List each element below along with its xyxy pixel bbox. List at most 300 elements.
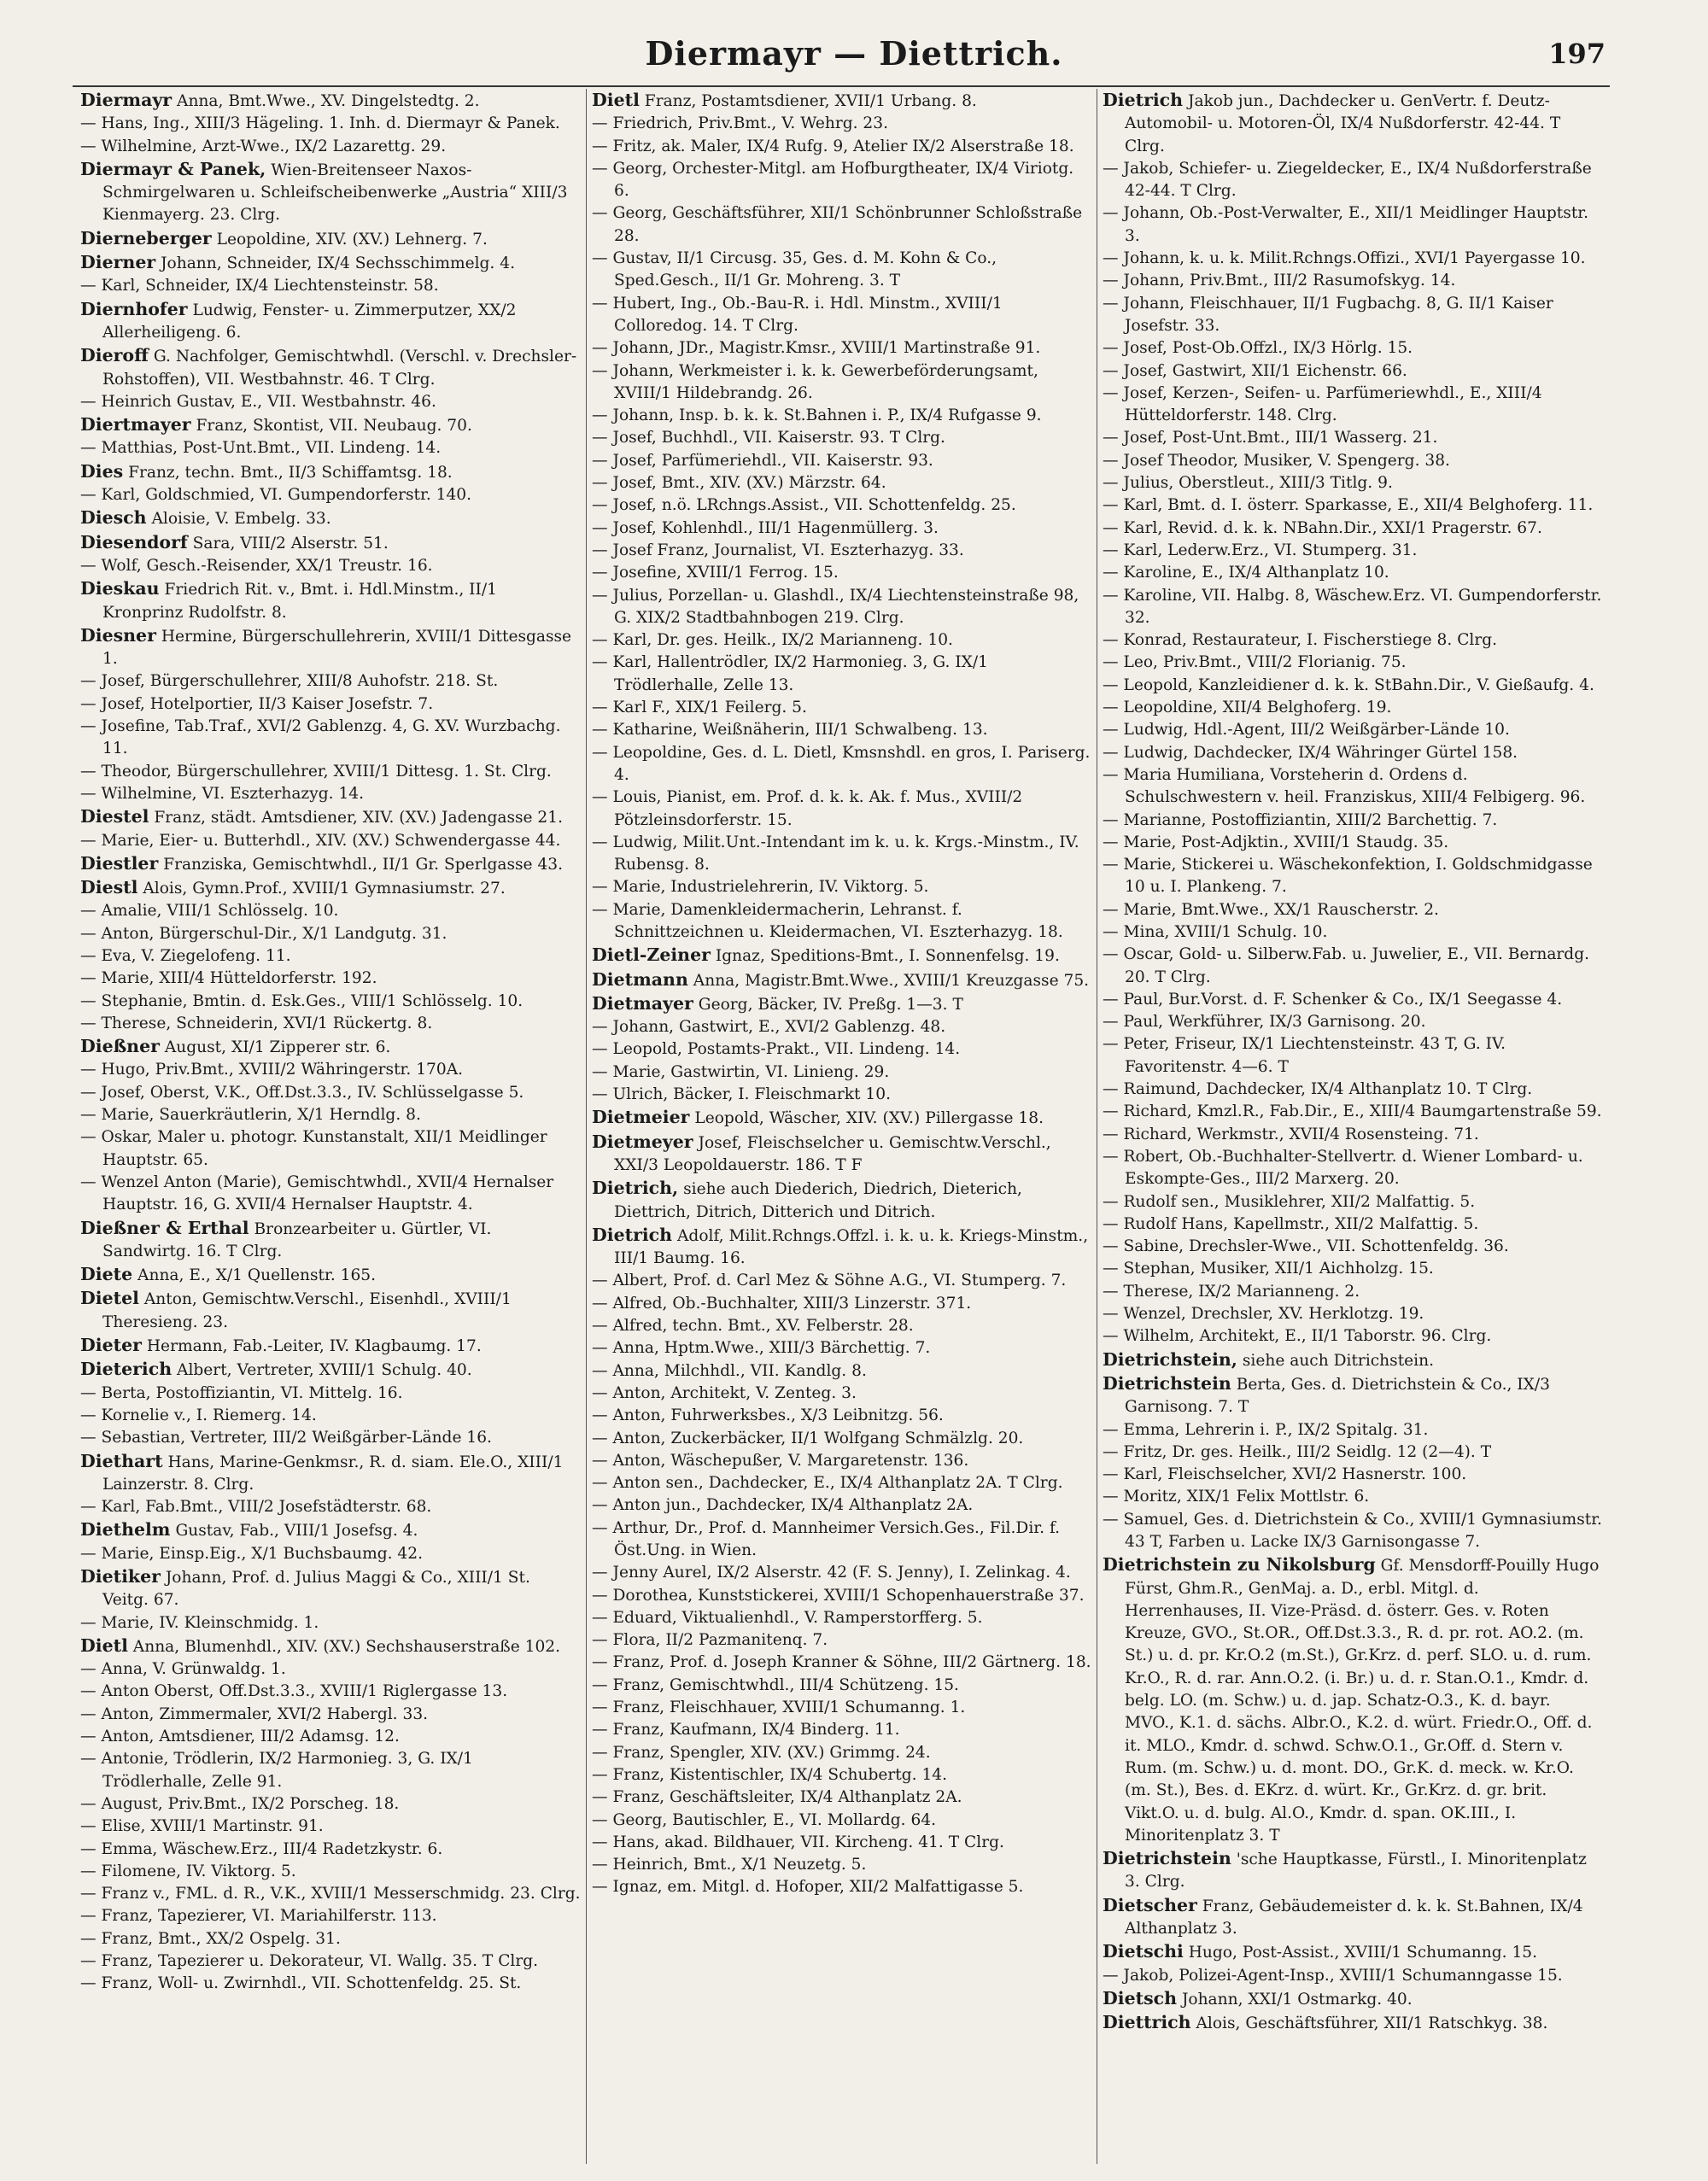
entry-surname: Dierner <box>80 252 156 273</box>
entry-surname: Diesch <box>80 507 147 529</box>
directory-entry <box>1103 675 1602 697</box>
entry-text: — Josef, Bürgerschullehrer, XIII/8 Auhofstr. 218. St. <box>80 672 499 691</box>
directory-entry <box>80 437 581 459</box>
directory-entry <box>1103 944 1602 989</box>
directory-entry <box>592 337 1091 360</box>
entry-surname: Dietrich <box>592 1224 673 1245</box>
entry-text: Gustav, Fab., VIII/1 Josefsg. 4. <box>175 1522 418 1541</box>
entry-surname: Dietrichstein, <box>1103 1348 1237 1370</box>
directory-entry <box>1103 1372 1602 1419</box>
directory-entry <box>80 1905 581 1927</box>
directory-entry <box>592 1719 1091 1741</box>
directory-entry <box>80 1126 581 1172</box>
directory-entry <box>1103 1419 1602 1441</box>
entry-text: — Sabine, Drechsler-Wwe., VII. Schottenfeldg. 36. <box>1103 1237 1509 1256</box>
directory-entry <box>80 1543 581 1565</box>
entry-text: — Franz, Kaufmann, IX/4 Binderg. 11. <box>592 1721 900 1740</box>
entry-text: — Rudolf sen., Musiklehrer, XII/2 Malfattig. 5. <box>1103 1192 1476 1211</box>
entry-text: — Josefine, Tab.Traf., XVI/2 Gablenzg. 4, G. XV. Wurzbachg. 11. <box>80 717 561 758</box>
directory-entry <box>592 719 1091 741</box>
directory-entry <box>80 413 581 437</box>
entry-surname: Diernhofer <box>80 298 188 319</box>
directory-entry <box>592 1038 1091 1061</box>
entry-text: — Franz, Bmt., XX/2 Ospelg. 31. <box>80 1929 341 1948</box>
directory-entry <box>1103 719 1602 741</box>
directory-entry <box>80 1748 581 1793</box>
entry-text: — Leopoldine, Ges. d. L. Dietl, Kmsnshdl. en gros, I. Pariserg. 4. <box>592 743 1091 784</box>
entry-text: — Josef, Kerzen-, Seifen- u. Parfümeriewhdl., E., XIII/4 Hütteldorferstr. 148. Clrg. <box>1103 383 1542 425</box>
directory-entry <box>1103 494 1602 517</box>
directory-entry <box>592 1405 1091 1427</box>
entry-text: — Anton Oberst, Off.Dst.3.3., XVIII/1 Riglergasse 13. <box>80 1682 508 1701</box>
directory-entry <box>80 344 581 391</box>
entry-text: Ignaz, Speditions-Bmt., I. Sonnenfelsg. 19. <box>715 947 1060 966</box>
entry-text: — Richard, Kmzl.R., Fab.Dir., E., XIII/4 Baumgartenstraße 59. <box>1103 1102 1602 1121</box>
directory-entry <box>592 1106 1091 1130</box>
entry-surname: Dietmeier <box>592 1107 690 1128</box>
entry-text: — Rudolf Hans, Kapellmstr., XII/2 Malfattig. 5. <box>1103 1214 1479 1233</box>
directory-entry <box>592 1562 1091 1584</box>
directory-entry <box>1103 1033 1602 1079</box>
directory-entry <box>80 830 581 852</box>
entry-text: — Johann, JDr., Magistr.Kmsr., XVIII/1 Martinstraße 91. <box>592 339 1041 358</box>
entry-text: — Karl, Schneider, IX/4 Liechtensteinstr. 58. <box>80 277 439 295</box>
entry-text: — Josef Franz, Journalist, VI. Eszterhazyg. 33. <box>592 541 964 559</box>
directory-entry <box>1103 1965 1602 1987</box>
directory-entry <box>592 472 1091 494</box>
directory-entry <box>592 1450 1091 1472</box>
directory-entry <box>1103 742 1602 764</box>
entry-text: — Josefine, XVIII/1 Ferrog. 15. <box>592 564 839 582</box>
entry-text: — Marie, Damenkleidermacherin, Lehranst. f. Schnittzeichnen u. Kleidermachen, VI. Eszterhazyg. 18. <box>592 900 1063 941</box>
directory-entry <box>1103 1146 1602 1191</box>
entry-surname: Dietrichstein zu Nikolsburg <box>1103 1554 1376 1576</box>
directory-entry <box>1103 1847 1602 1894</box>
entry-text: Sara, VIII/2 Alserstr. 51. <box>192 534 389 553</box>
entry-text: — Robert, Ob.-Buchhalter-Stellvertr. d. Wiener Lombard- u. Eskompte-Ges., III/2 Marxerg. 20. <box>1103 1147 1583 1189</box>
entry-text: — Karl, Fab.Bmt., VIII/2 Josefstädterstr. 68. <box>80 1498 432 1517</box>
entry-text: — Oskar, Maler u. photogr. Kunstanstalt, XII/1 Meidlinger Hauptstr. 65. <box>80 1128 547 1169</box>
entry-text: — Hugo, Priv.Bmt., XVIII/2 Währingerstr. 170A. <box>80 1061 464 1079</box>
entry-text: — Hans, akad. Bildhauer, VII. Kircheng. 41. T Clrg. <box>592 1833 1004 1851</box>
entry-text: — Ignaz, em. Mitgl. d. Hofoper, XII/2 Malfattigasse 5. <box>592 1878 1024 1897</box>
entry-surname: Dietl-Zeiner <box>592 944 711 966</box>
entry-surname: Dietrich <box>1103 90 1184 110</box>
entry-text: Hans, Marine-Genkmsr., R. d. siam. Ele.O., XIII/1 Lainzerstr. 8. Clrg. <box>102 1453 564 1494</box>
entry-text: — Josef, Parfümeriehdl., VII. Kaiserstr. 93. <box>592 451 933 470</box>
entry-text: Gf. Mensdorff-Pouilly Hugo Fürst, Ghm.R., GenMaj. a. D., erbl. Mitgl. d. Herrenhauses, II. Vize-Präsd. d. österr. Ges. v. Roten Kreuze, GVO., St.OR., Off.Dst.3.3., R. d. pr. rot. AO.2. (m. St.) u. d. pr. Kr.O.2 (m.St.), Gr.Krz. d. perf. SLO. u. d. rum. Kr.O., R. d. rar. Ann.O.2. (i. Br.) u. d. r. Stan.O.1., Kmdr. d. belg. LO. (m. Schw.) u. d. jap. Schatz-O.3., K. d. bayr. MVO., K.1. d. sächs. Albr.O., K.2. d. würt. Friedr.O., Off. d. it. MLO., Kmdr. d. schwd. Schw.O.1., Gr.Off. d. Stern v. Rum. (m. Schw.) u. d. mont. DO., Gr.K. d. meck. w. Kr.O. (m. St.), Bes. d. EKrz. d. würt. Kr., Gr.Krz. d. gr. brit. Vikt.O. u. d. bulg. Al.O., Kmdr. d. span. OK.III., I. Minoritenplatz 3. T <box>1125 1557 1600 1845</box>
entry-text: — Karl, Revid. d. k. k. NBahn.Dir., XXI/1 Pragerstr. 67. <box>1103 518 1542 537</box>
directory-entry <box>80 1726 581 1748</box>
entry-surname: Dieterich <box>80 1359 173 1380</box>
entry-text: 'sche Hauptkasse, Fürstl., I. Minoritenplatz 3. Clrg. <box>1125 1851 1587 1892</box>
entry-text: — Katharine, Weißnäherin, III/1 Schwalbeng. 13. <box>592 721 988 740</box>
directory-entry <box>80 945 581 968</box>
entry-text: — Franz, Prof. d. Joseph Kranner & Söhne, III/2 Gärtnerg. 18. <box>592 1653 1091 1672</box>
directory-entry <box>592 652 1091 697</box>
directory-entry <box>80 1287 581 1334</box>
entry-text: — Amalie, VIII/1 Schlösselg. 10. <box>80 902 339 921</box>
directory-entry <box>80 1496 581 1518</box>
entry-text: — Eduard, Viktualienhdl., V. Ramperstorfferg. 5. <box>592 1608 983 1627</box>
entry-text: Anton, Gemischtw.Verschl., Eisenhdl., XVIII/1 Theresieng. 23. <box>102 1290 512 1331</box>
directory-entry <box>592 562 1091 584</box>
entry-surname: Dietl <box>592 90 640 110</box>
entry-text: G. Nachfolger, Gemischtwhdl. (Verschl. v. Drechsler-Rohstoffen), VII. Westbahnstr. 46. T Clrg. <box>102 348 577 389</box>
entry-text: — Hubert, Ing., Ob.-Bau-R. i. Hdl. Minstm., XVIII/1 Colloredog. 14. T Clrg. <box>592 294 1003 335</box>
entry-text: — Johann, Ob.-Post-Verwalter, E., XII/1 Meidlinger Hauptstr. 3. <box>1103 204 1589 245</box>
directory-entry <box>1103 562 1602 584</box>
entry-text: — Paul, Werkführer, IX/3 Garnisong. 20. <box>1103 1013 1426 1032</box>
directory-entry <box>80 1839 581 1861</box>
entry-text: Anna, Magistr.Bmt.Wwe., XVIII/1 Kreuzgasse 75. <box>693 971 1090 990</box>
directory-entry <box>1103 1464 1602 1486</box>
directory-entry <box>1103 652 1602 674</box>
directory-entry <box>592 158 1091 203</box>
entry-surname: Diethart <box>80 1450 163 1471</box>
entry-text: — Emma, Lehrerin i. P., IX/2 Spitalg. 31. <box>1103 1420 1429 1439</box>
directory-entry <box>1103 517 1602 540</box>
directory-entry <box>80 693 581 716</box>
entry-text: Bronzearbeiter u. Gürtler, VI. Sandwirtg. 16. T Clrg. <box>102 1219 492 1260</box>
entry-text: — Raimund, Dachdecker, IX/4 Althanplatz 10. T Clrg. <box>1103 1080 1533 1099</box>
directory-entry <box>80 158 581 227</box>
directory-entry <box>80 670 581 693</box>
entry-text: — Franz, Woll- u. Zwirnhdl., VII. Schottenfeldg. 25. St. <box>80 1974 522 1993</box>
entry-text: — Leopold, Postamts-Prakt., VII. Lindeng. 14. <box>592 1040 961 1059</box>
directory-entry <box>80 783 581 805</box>
entry-text: — Dorothea, Kunststickerei, XVIII/1 Schopenhauerstraße 37. <box>592 1586 1085 1605</box>
entry-surname: Diesner <box>80 624 156 646</box>
directory-entry <box>80 1383 581 1405</box>
directory-entry <box>1103 1553 1602 1847</box>
directory-entry <box>80 1427 581 1449</box>
directory-entry <box>1103 921 1602 944</box>
directory-entry <box>1103 832 1602 854</box>
directory-entry <box>592 89 1091 113</box>
entry-text: — Wenzel, Drechsler, XV. Herklotzg. 19. <box>1103 1305 1424 1324</box>
entry-text: Franz, städt. Amtsdiener, XIV. (XV.) Jadengasse 21. <box>154 809 564 827</box>
entry-text: — Josef, Post-Ob.Offzl., IX/3 Hörlg. 15. <box>1103 339 1413 358</box>
directory-entry <box>80 624 581 671</box>
directory-entry <box>1103 1325 1602 1348</box>
entry-text: — Gustav, II/1 Circusg. 35, Ges. d. M. Kohn & Co., Sped.Gesch., II/1 Gr. Mohreng. 3. T <box>592 249 997 290</box>
directory-entry <box>1103 337 1602 360</box>
directory-entry <box>80 577 581 624</box>
entry-text: — Karl, Dr. ges. Heilk., IX/2 Marianneng. 10. <box>592 631 953 650</box>
directory-entry <box>80 1450 581 1497</box>
directory-entry <box>80 1612 581 1634</box>
directory-entry <box>592 786 1091 832</box>
entry-text: Franz, techn. Bmt., II/3 Schiffamtsg. 18. <box>128 463 453 482</box>
entry-text: siehe auch Diederich, Diedrich, Dieterich, Diettrich, Ditrich, Ditterich und Ditrich. <box>614 1180 1022 1221</box>
entry-text: Georg, Bäcker, IV. Preßg. 1—3. T <box>698 995 963 1014</box>
entry-text: — Matthias, Post-Unt.Bmt., VII. Lindeng. 14. <box>80 439 442 458</box>
entry-text: — Anton, Zimmermaler, XVI/2 Habergl. 33. <box>80 1704 429 1723</box>
directory-entry <box>1103 1486 1602 1508</box>
directory-entry <box>1103 360 1602 383</box>
entry-text: — Marie, Post-Adjktin., XVIII/1 Staudg. 35. <box>1103 833 1449 851</box>
directory-entry <box>1103 270 1602 292</box>
directory-entry <box>80 716 581 761</box>
entry-text: Aloisie, V. Embelg. 33. <box>151 510 331 529</box>
entry-text: — Stephan, Musiker, XII/1 Aichholzg. 15. <box>1103 1260 1434 1278</box>
entry-text: Johann, Prof. d. Julius Maggi & Co., XIII/1 St. Veitg. 67. <box>102 1569 530 1610</box>
directory-entry <box>592 742 1091 787</box>
directory-entry <box>80 531 581 555</box>
directory-entry <box>592 876 1091 898</box>
directory-entry <box>80 923 581 945</box>
entry-text: — Leopoldine, XII/4 Belghoferg. 19. <box>1103 699 1392 717</box>
entry-surname: Dietmayer <box>592 992 693 1014</box>
entry-text: — Marianne, Postoffiziantin, XIII/2 Barchettig. 7. <box>1103 810 1498 829</box>
entry-text: Anna, Bmt.Wwe., XV. Dingelstedtg. 2. <box>177 92 480 110</box>
entry-text: — Anna, Hptm.Wwe., XIII/3 Bärchettig. 7. <box>592 1339 931 1358</box>
entry-surname: Diete <box>80 1264 133 1285</box>
entry-text: — Berta, Postoffiziantin, VI. Mittelg. 16. <box>80 1383 403 1402</box>
directory-entry <box>592 1472 1091 1494</box>
directory-entry <box>1103 472 1602 494</box>
entry-text: — Oscar, Gold- u. Silberw.Fab. u. Juwelier, E., VII. Bernardg. 20. T Clrg. <box>1103 945 1590 986</box>
entry-text: — Johann, Werkmeister i. k. k. Gewerbeförderungsamt, XVIII/1 Hildebrandg. 26. <box>592 361 1038 402</box>
entry-text: — Karl, Bmt. d. I. österr. Sparkasse, E., XII/4 Belghoferg. 11. <box>1103 496 1594 515</box>
header-rule <box>73 85 1610 87</box>
directory-entry <box>1103 1441 1602 1464</box>
directory-entry <box>592 1652 1091 1674</box>
directory-entry <box>1103 1348 1602 1372</box>
directory-entry <box>592 992 1091 1016</box>
entry-text: — Josef, Hotelportier, II/3 Kaiser Josefstr. 7. <box>80 694 434 713</box>
entry-text: — Hans, Ing., XIII/3 Hägeling. 1. Inh. d. Diermayr & Panek. <box>80 114 560 133</box>
directory-entry <box>592 1607 1091 1629</box>
directory-entry <box>1103 427 1602 449</box>
directory-entry <box>1103 1101 1602 1123</box>
directory-entry <box>80 1928 581 1950</box>
entry-text: — Georg, Geschäftsführer, XII/1 Schönbrunner Schloßstraße 28. <box>592 204 1083 245</box>
entry-surname: Dieroff <box>80 345 149 366</box>
entry-text: — Moritz, XIX/1 Felix Mottlstr. 6. <box>1103 1488 1370 1506</box>
entry-text: — Fritz, Dr. ges. Heilk., III/2 Seidlg. 12 (2—4). T <box>1103 1442 1492 1461</box>
entry-surname: Dietel <box>80 1288 139 1309</box>
entry-surname: Diestler <box>80 852 159 874</box>
entry-text: — Anton, Fuhrwerksbes., X/3 Leibnitzg. 56. <box>592 1406 944 1425</box>
entry-text: — Samuel, Ges. d. Dietrichstein & Co., XVIII/1 Gymnasiumstr. 43 T, Farben u. Lacke IX/3 Garnisongasse 7. <box>1103 1510 1602 1551</box>
entry-text: — Johann, Priv.Bmt., III/2 Rasumofskyg. 14. <box>1103 272 1456 290</box>
directory-entry <box>592 1315 1091 1337</box>
entry-text: — Konrad, Restaurateur, I. Fischerstiege 8. Clrg. <box>1103 631 1498 650</box>
entry-text: — Therese, IX/2 Marianneng. 2. <box>1103 1282 1360 1301</box>
directory-entry <box>80 1334 581 1358</box>
directory-entry <box>592 1360 1091 1383</box>
directory-entry <box>592 1876 1091 1898</box>
entry-text: Josef, Fleischselcher u. Gemischtw.Verschl., XXI/3 Leopoldauerstr. 186. T F <box>614 1133 1051 1174</box>
entry-surname: Dießner <box>80 1036 160 1057</box>
directory-entry <box>592 1016 1091 1038</box>
directory-entry <box>1103 1509 1602 1554</box>
entry-text: — Marie, Eier- u. Butterhdl., XIV. (XV.) Schwendergasse 44. <box>80 831 561 850</box>
directory-entry <box>592 1061 1091 1084</box>
entry-text: — Anton, Amtsdiener, III/2 Adamsg. 12. <box>80 1728 400 1746</box>
entry-text: — Leopold, Kanzleidiener d. k. k. StBahn.Dir., V. Gießaufg. 4. <box>1103 675 1594 694</box>
directory-entry <box>1103 899 1602 921</box>
entry-text: Alois, Geschäftsführer, XII/1 Ratschkyg. 38. <box>1196 2014 1548 2033</box>
entry-text: — Julius, Porzellan- u. Glashdl., IX/4 Liechtensteinstraße 98, G. XIX/2 Stadtbahnbogen 219. Clrg. <box>592 586 1079 627</box>
entry-text: Franziska, Gemischtwhdl., II/1 Gr. Sperlgasse 43. <box>163 855 564 874</box>
entry-text: — Therese, Schneiderin, XVI/1 Rückertg. 8. <box>80 1014 433 1032</box>
entry-text: Johann, Schneider, IX/4 Sechsschimmelg. 4. <box>161 254 515 273</box>
entry-text: — Richard, Werkmstr., XVII/4 Rosensteing. 71. <box>1103 1125 1479 1143</box>
entry-text: Franz, Gebäudemeister d. k. k. St.Bahnen, IX/4 Althanplatz 3. <box>1125 1897 1583 1938</box>
entry-text: — Marie, Industrielehrerin, IV. Viktorg. 5. <box>592 878 929 897</box>
entry-text: — Johann, Insp. b. k. k. St.Bahnen i. P., IX/4 Rufgasse 9. <box>592 406 1042 425</box>
entry-text: — Karoline, E., IX/4 Althanplatz 10. <box>1103 564 1389 582</box>
directory-entry <box>1103 293 1602 338</box>
directory-entry <box>80 761 581 783</box>
entry-surname: Dietsch <box>1103 1987 1178 2009</box>
directory-entry <box>592 136 1091 158</box>
entry-text: — Franz, Spengler, XIV. (XV.) Grimmg. 24. <box>592 1743 931 1762</box>
entry-text: — Johann, k. u. k. Milit.Rchngs.Offizi., XVI/1 Payergasse 10. <box>1103 249 1586 268</box>
directory-entry <box>80 1634 581 1658</box>
entry-text: — Marie, IV. Kleinschmidg. 1. <box>80 1613 319 1632</box>
entry-surname: Dietmann <box>592 968 688 990</box>
entry-text: — Franz, Tapezierer u. Dekorateur, VI. Wallg. 35. T Clrg. <box>80 1952 539 1971</box>
directory-entry <box>592 540 1091 562</box>
directory-entry <box>592 494 1091 517</box>
directory-entry <box>80 89 581 113</box>
entry-text: — Ludwig, Milit.Unt.-Intendant im k. u. k. Krgs.-Minstm., IV. Rubensg. 8. <box>592 833 1079 874</box>
entry-text: — Marie, Bmt.Wwe., XX/1 Rauscherstr. 2. <box>1103 900 1439 919</box>
entry-text: — Filomene, IV. Viktorg. 5. <box>80 1862 296 1880</box>
entry-text: — Georg, Bautischler, E., VI. Mollardg. 64. <box>592 1810 937 1829</box>
directory-entry <box>80 298 581 345</box>
directory-entry <box>80 1950 581 1973</box>
directory-entry <box>592 1177 1091 1224</box>
entry-text: — Anton sen., Dachdecker, E., IX/4 Althanplatz 2A. T Clrg. <box>592 1474 1063 1493</box>
entry-text: — Franz, Gemischtwhdl., III/4 Schützeng. 15. <box>592 1675 959 1694</box>
entry-text: — Wilhelm, Architekt, E., II/1 Taborstr. 96. Clrg. <box>1103 1327 1492 1346</box>
directory-entry <box>1103 1079 1602 1101</box>
entry-text: — Ludwig, Hdl.-Agent, III/2 Weißgärber-Lände 10. <box>1103 721 1510 740</box>
entry-text: Wien-Breitenseer Naxos-Schmirgelwaren u. Schleifscheibenwerke „Austria“ XIII/3 Kienmayerg. 23. Clrg. <box>102 161 568 225</box>
directory-entry <box>592 293 1091 338</box>
entry-surname: Diermayr & Panek, <box>80 158 266 179</box>
entry-text: — Ulrich, Bäcker, I. Fleischmarkt 10. <box>592 1085 891 1104</box>
running-title: Diermayr — Diettrich. <box>645 34 1063 73</box>
entry-text: Hermine, Bürgerschullehrerin, XVIII/1 Dittesgasse 1. <box>102 627 572 669</box>
directory-entry <box>592 1764 1091 1786</box>
entry-surname: Dießner & Erthal <box>80 1217 249 1238</box>
directory-entry <box>592 1629 1091 1652</box>
entry-text: — Anton, Wäschepußer, V. Margaretenstr. 136. <box>592 1451 969 1470</box>
directory-entry <box>592 360 1091 406</box>
directory-entry <box>592 113 1091 135</box>
directory-entry <box>1103 1213 1602 1236</box>
directory-entry <box>592 968 1091 992</box>
entry-text: — Kornelie v., I. Riemerg. 14. <box>80 1406 317 1424</box>
entry-text: — Josef Theodor, Musiker, V. Spengerg. 38. <box>1103 451 1450 470</box>
entry-surname: Dietrich, <box>592 1178 679 1199</box>
entry-text: — Franz, Tapezierer, VI. Mariahilferstr. 113. <box>80 1907 437 1926</box>
entry-text: — Sebastian, Vertreter, III/2 Weißgärber-Lände 16. <box>80 1429 492 1447</box>
entry-text: — Leo, Priv.Bmt., VIII/2 Florianig. 75. <box>1103 653 1407 672</box>
directory-entry <box>80 506 581 530</box>
entry-text: — Anton, Zuckerbäcker, II/1 Wolfgang Schmälzlg. 20. <box>592 1429 1024 1447</box>
entry-text: — Franz, Kistentischler, IX/4 Schubertg. 14. <box>592 1765 948 1784</box>
directory-entry <box>1103 1894 1602 1941</box>
page-number: 197 <box>1548 38 1606 70</box>
entry-text: Franz, Postamtsdiener, XVII/1 Urbang. 8. <box>644 92 977 110</box>
directory-entry <box>80 1104 581 1126</box>
directory-entry <box>1103 854 1602 899</box>
entry-text: Ludwig, Fenster- u. Zimmerputzer, XX/2 Allerheiligeng. 6. <box>102 301 517 342</box>
entry-text: — Alfred, Ob.-Buchhalter, XIII/3 Linzerstr. 371. <box>592 1294 972 1313</box>
directory-entry <box>1103 202 1602 248</box>
entry-text: — Marie, Sauerkräutlerin, X/1 Herndlg. 8. <box>80 1106 421 1125</box>
entry-surname: Dietrichstein <box>1103 1372 1231 1394</box>
entry-text: Franz, Skontist, VII. Neubaug. 70. <box>196 417 472 436</box>
directory-entry <box>1103 1303 1602 1325</box>
directory-entry <box>592 585 1091 630</box>
entry-text: — Franz v., FML. d. R., V.K., XVIII/1 Messerschmidg. 23. Clrg. <box>80 1885 581 1903</box>
directory-entry <box>592 1517 1091 1563</box>
entry-surname: Dietl <box>80 1634 128 1656</box>
entry-text: siehe auch Ditrichstein. <box>1242 1351 1435 1370</box>
entry-text: — Karl, Fleischselcher, XVI/2 Hasnerstr. 100. <box>1103 1465 1467 1484</box>
entry-text: — Anton, Bürgerschul-Dir., X/1 Landgutg. 31. <box>80 924 447 943</box>
entry-surname: Dietrichstein <box>1103 1848 1231 1869</box>
entry-text: — Alfred, techn. Bmt., XV. Felberstr. 28. <box>592 1317 914 1336</box>
entry-text: — Paul, Bur.Vorst. d. F. Schenker & Co., IX/1 Seegasse 4. <box>1103 990 1563 1009</box>
entry-surname: Diettrich <box>1103 2012 1191 2033</box>
entry-text: — Karl, Lederw.Erz., VI. Stumperg. 31. <box>1103 541 1418 559</box>
entry-text: — Wolf, Gesch.-Reisender, XX/1 Treustr. 16. <box>80 556 433 575</box>
directory-entry <box>1103 89 1602 158</box>
directory-entry <box>80 1405 581 1427</box>
entry-text: — Wilhelmine, VI. Eszterhazyg. 14. <box>80 784 365 803</box>
entry-text: — Josef, Buchhdl., VII. Kaiserstr. 93. T Clrg. <box>592 429 945 447</box>
entry-text: — Friedrich, Priv.Bmt., V. Wehrg. 23. <box>592 114 888 133</box>
directory-entry <box>1103 1191 1602 1213</box>
directory-entry <box>80 1565 581 1612</box>
entry-surname: Diethelm <box>80 1519 171 1541</box>
entry-surname: Diestl <box>80 877 138 898</box>
directory-entry <box>592 1854 1091 1876</box>
entry-text: Leopoldine, XIV. (XV.) Lehnerg. 7. <box>216 230 488 249</box>
entry-text: — Elise, XVIII/1 Martinstr. 91. <box>80 1817 324 1836</box>
entry-surname: Dierneberger <box>80 227 212 249</box>
directory-entry <box>592 450 1091 472</box>
entry-text: Albert, Vertreter, XVIII/1 Schulg. 40. <box>177 1361 472 1380</box>
entry-surname: Dietmeyer <box>592 1131 693 1152</box>
directory-entry <box>592 1494 1091 1517</box>
directory-entry <box>592 629 1091 652</box>
entry-text: August, XI/1 Zipperer str. 6. <box>164 1038 391 1057</box>
column-right <box>1097 89 1607 2164</box>
directory-entry <box>592 1131 1091 1178</box>
directory-entry <box>592 1224 1091 1271</box>
directory-entry <box>80 1658 581 1681</box>
entry-text: — Josef, Gastwirt, XII/1 Eichenstr. 66. <box>1103 361 1407 380</box>
entry-text: — Louis, Pianist, em. Prof. d. k. k. Ak. f. Mus., XVIII/2 Pötzleinsdorferstr. 15. <box>592 788 1023 829</box>
entry-text: — Ludwig, Dachdecker, IX/4 Währinger Gürtel 158. <box>1103 743 1518 762</box>
directory-entry <box>592 405 1091 427</box>
entry-text: — Josef, Oberst, V.K., Off.Dst.3.3., IV. Schlüsselgasse 5. <box>80 1083 524 1102</box>
directory-entry <box>1103 810 1602 832</box>
entry-text: — Arthur, Dr., Prof. d. Mannheimer Versich.Ges., Fil.Dir. f. Öst.Ung. in Wien. <box>592 1518 1061 1559</box>
entry-text: — Marie, XIII/4 Hütteldorferstr. 192. <box>80 969 377 988</box>
entry-surname: Dietschi <box>1103 1941 1184 1962</box>
